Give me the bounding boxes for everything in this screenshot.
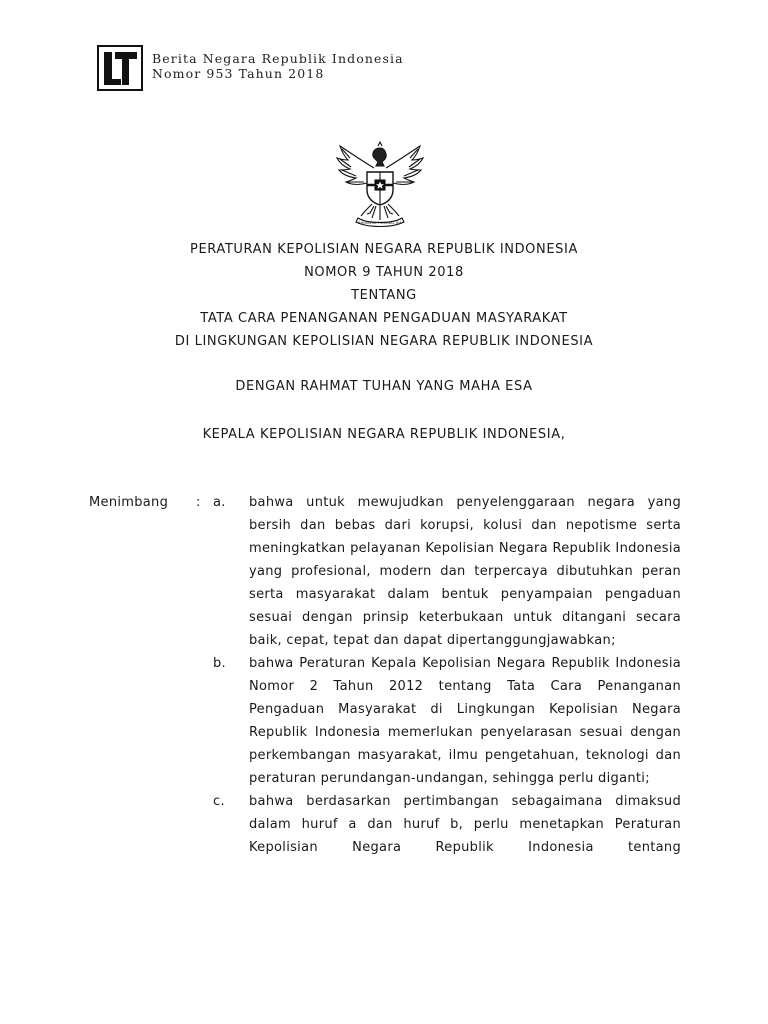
title-line-scope: DI LINGKUNGAN KEPOLISIAN NEGARA REPUBLIK INDONESIA bbox=[174, 334, 594, 349]
considerations-section bbox=[89, 491, 684, 859]
consideration-item-b bbox=[89, 652, 684, 790]
consideration-letter: a. bbox=[213, 495, 226, 510]
lt-logo-icon bbox=[97, 45, 143, 91]
gazette-number: Nomor 953 Tahun 2018 bbox=[152, 66, 325, 81]
invocation: DENGAN RAHMAT TUHAN YANG MAHA ESA bbox=[235, 379, 533, 394]
issuer: KEPALA KEPOLISIAN NEGARA REPUBLIK INDONESIA, bbox=[202, 427, 566, 442]
consideration-text: bahwa Peraturan Kepala Kepolisian Negara Republik Indonesia Nomor 2 Tahun 2012 tentang Tata Cara Penanganan Pengaduan Masyarakat di Lingkungan Kepolisian Negara Republik Indonesia memerlukan penyelarasan sesuai dengan perkembangan masyarakat, ilmu pengetahuan, teknologi dan peraturan perundangan-undangan, sehingga perlu diganti; bbox=[249, 656, 681, 786]
consideration-text: bahwa untuk mewujudkan penyelenggaraan negara yang bersih dan bebas dari korupsi, kolusi dan nepotisme serta meningkatkan pelayanan Kepolisian Negara Republik Indonesia yang profesional, modern dan terpercaya dibutuhkan peran serta masyarakat dalam bentuk penyampaian pengaduan sesuai dengan prinsip keterbukaan untuk ditangani secara baik, cepat, tepat dan dapat dipertanggungjawabkan; bbox=[249, 495, 681, 648]
consideration-item-a bbox=[89, 491, 684, 652]
considerations-colon: : bbox=[196, 495, 201, 510]
regulation-title bbox=[0, 238, 768, 353]
garuda-pancasila-icon bbox=[334, 140, 426, 228]
considerations-label: Menimbang bbox=[89, 495, 169, 510]
title-line-subject: TATA CARA PENANGANAN PENGADUAN MASYARAKAT bbox=[200, 311, 568, 326]
gazette-header bbox=[97, 45, 404, 93]
gazette-title: Berita Negara Republik Indonesia bbox=[152, 51, 404, 66]
motto-text: BHINNEKA TUNGGAL IKA bbox=[358, 221, 402, 225]
consideration-letter: b. bbox=[213, 656, 226, 671]
title-line-regulation: PERATURAN KEPOLISIAN NEGARA REPUBLIK INDONESIA bbox=[190, 242, 578, 257]
consideration-item-c bbox=[89, 790, 684, 859]
title-line-about: TENTANG bbox=[351, 288, 417, 303]
gazette-info bbox=[152, 51, 404, 81]
consideration-letter: c. bbox=[213, 794, 225, 809]
title-line-number: NOMOR 9 TAHUN 2018 bbox=[304, 265, 464, 280]
consideration-text: bahwa berdasarkan pertimbangan sebagaimana dimaksud dalam huruf a dan huruf b, perlu menetapkan Peraturan Kepolisian Negara Republik Indonesia tentang bbox=[249, 794, 681, 855]
